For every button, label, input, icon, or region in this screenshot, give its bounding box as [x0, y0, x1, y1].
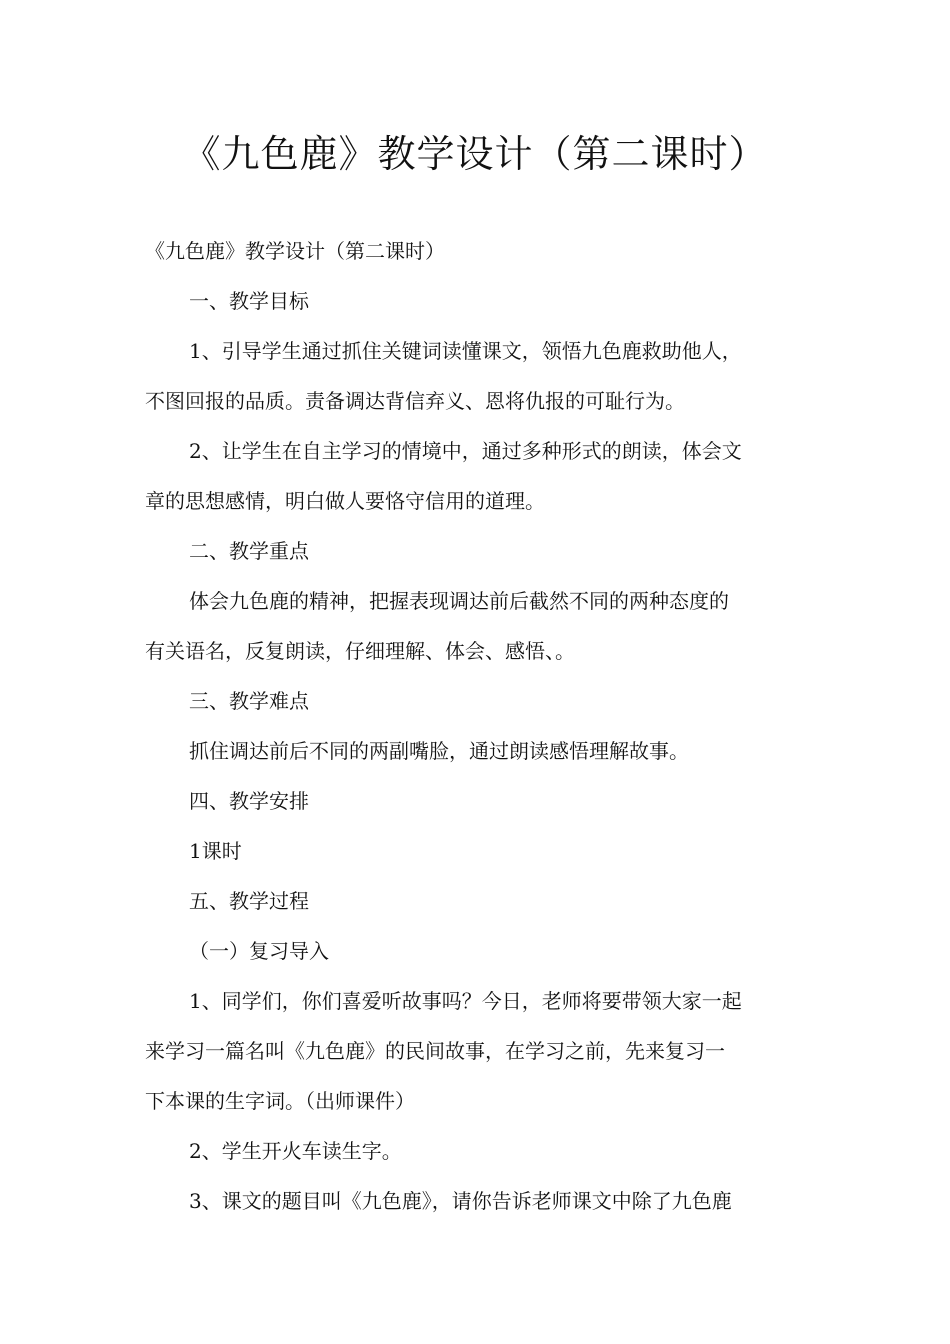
paragraph-line: 来学习一篇名叫《九色鹿》的民间故事，在学习之前，先来复习一: [145, 1039, 725, 1063]
section-heading-goals: 一、教学目标: [189, 289, 309, 313]
subsection-heading-review: （一）复习导入: [189, 939, 329, 963]
paragraph-line: 不图回报的品质。责备调达背信弃义、恩将仇报的可耻行为。: [145, 389, 685, 413]
paragraph-line: 有关语名，反复朗读，仔细理解、体会、感悟、。: [145, 639, 575, 663]
paragraph-line: 章的思想感情，明白做人要恪守信用的道理。: [145, 489, 545, 513]
document-title: 《九色鹿》教学设计（第二课时）: [182, 132, 768, 176]
section-heading-process: 五、教学过程: [189, 889, 309, 913]
section-heading-schedule: 四、教学安排: [189, 789, 309, 813]
section-heading-difficulties: 三、教学难点: [189, 689, 309, 713]
paragraph-line: 2、让学生在自主学习的情境中，通过多种形式的朗读，体会文: [189, 439, 742, 463]
paragraph-line: 体会九色鹿的精神，把握表现调达前后截然不同的两种态度的: [189, 589, 729, 613]
paragraph-line: 下本课的生字词。（出师课件）: [145, 1089, 415, 1113]
document-body: [145, 226, 810, 1226]
paragraph-line: 3、课文的题目叫《九色鹿》，请你告诉老师课文中除了九色鹿: [189, 1189, 732, 1213]
paragraph-line: 抓住调达前后不同的两副嘴脸，通过朗读感悟理解故事。: [189, 739, 689, 763]
section-heading-key-points: 二、教学重点: [189, 539, 309, 563]
paragraph-line: 2、学生开火车读生字。: [189, 1139, 402, 1163]
paragraph-line: 1、引导学生通过抓住关键词读懂课文，领悟九色鹿救助他人，: [189, 339, 742, 363]
paragraph-line: 1、同学们，你们喜爱听故事吗？今日，老师将要带领大家一起: [189, 989, 742, 1013]
paragraph-line: 1课时: [189, 839, 242, 863]
subtitle-line: 《九色鹿》教学设计（第二课时）: [145, 239, 445, 263]
